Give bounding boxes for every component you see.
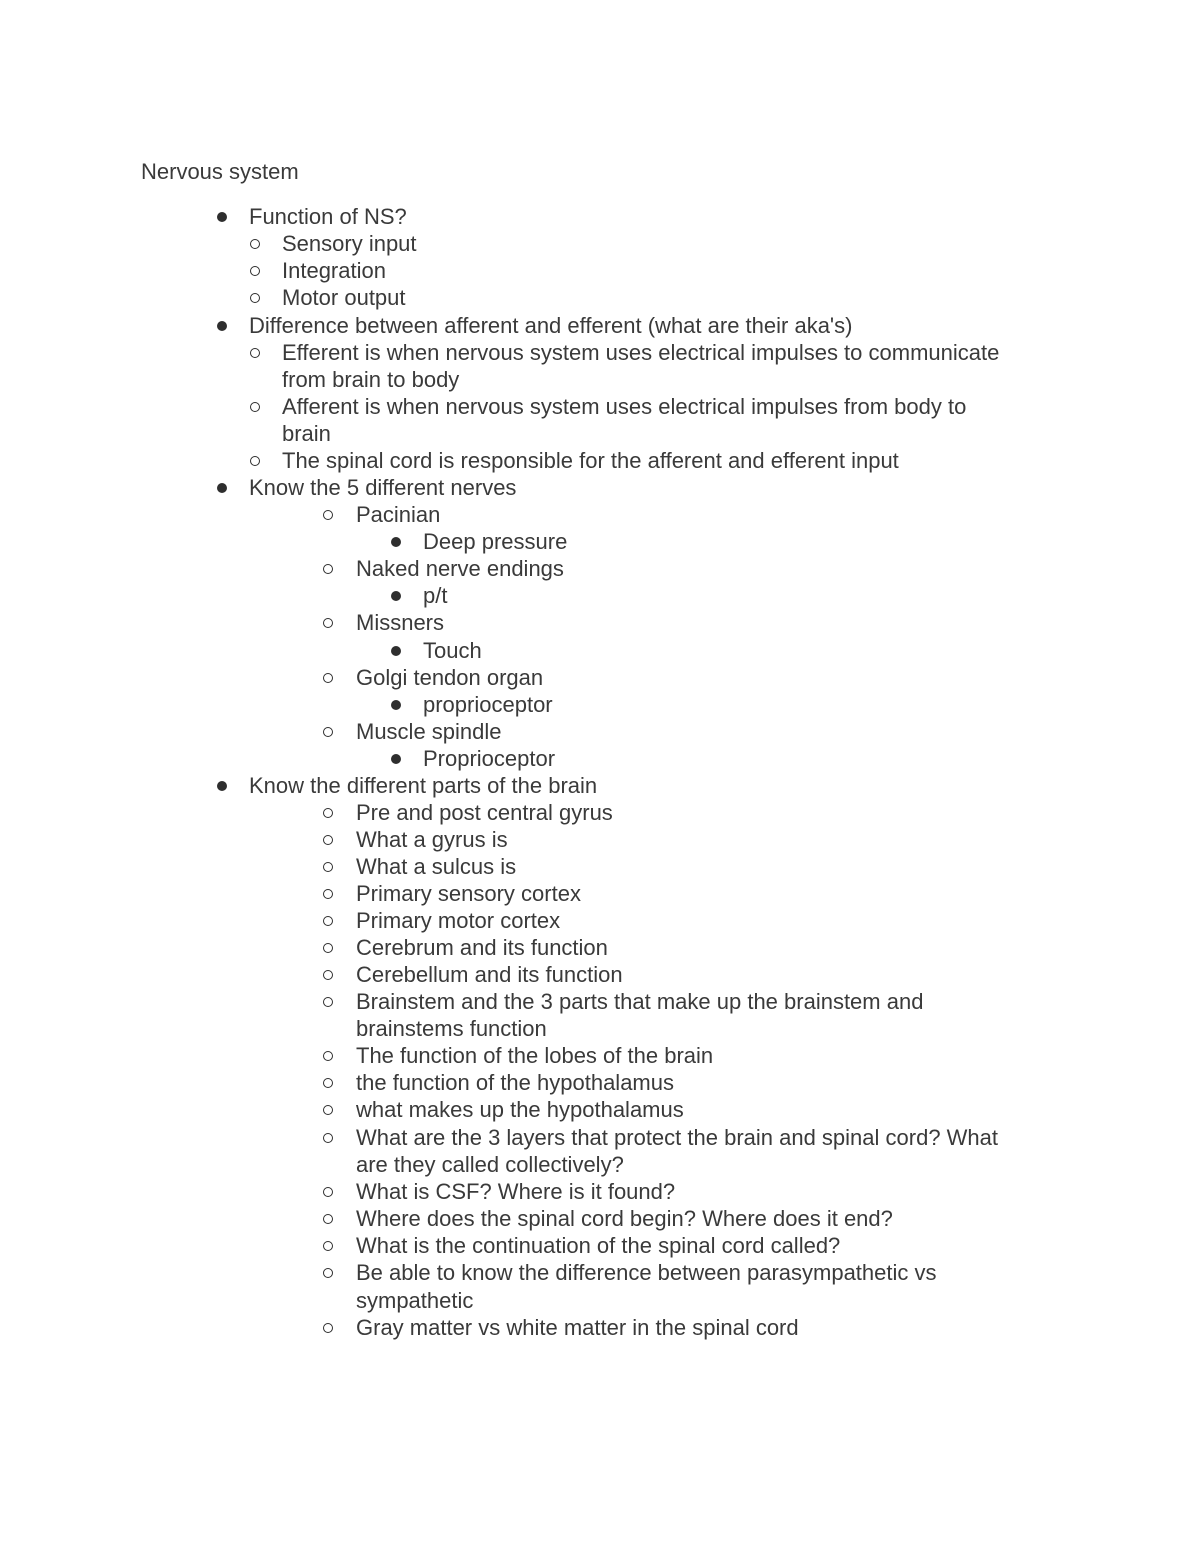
list-item: Efferent is when nervous system uses electrical impulses to communicate: [282, 340, 1000, 365]
list-item: sympathetic: [356, 1288, 474, 1313]
document-title: Nervous system: [141, 159, 299, 184]
bullet-circle-icon: [323, 916, 333, 926]
bullet-circle-icon: [323, 510, 333, 520]
bullet-circle-icon: [323, 808, 333, 818]
list-item: what makes up the hypothalamus: [356, 1097, 684, 1122]
bullet-circle-icon: [323, 1105, 333, 1115]
list-item: Function of NS?: [249, 204, 407, 229]
bullet-circle-icon: [250, 293, 260, 303]
bullet-disc-icon: [217, 781, 227, 791]
list-item: Primary sensory cortex: [356, 881, 581, 906]
list-item: Brainstem and the 3 parts that make up the brainstem and: [356, 989, 924, 1014]
bullet-circle-icon: [323, 1241, 333, 1251]
list-item: Touch: [423, 638, 482, 663]
list-item: Pacinian: [356, 502, 441, 527]
list-item: Sensory input: [282, 231, 417, 256]
list-item: Muscle spindle: [356, 719, 502, 744]
list-item: What a sulcus is: [356, 854, 517, 879]
list-item: Be able to know the difference between parasympathetic vs: [356, 1260, 937, 1285]
bullet-circle-icon: [323, 727, 333, 737]
list-item: Gray matter vs white matter in the spinal cord: [356, 1315, 799, 1340]
bullet-circle-icon: [323, 618, 333, 628]
bullet-circle-icon: [323, 1323, 333, 1333]
bullet-circle-icon: [323, 1187, 333, 1197]
bullet-circle-icon: [323, 862, 333, 872]
list-item: The spinal cord is responsible for the afferent and efferent input: [282, 448, 899, 473]
list-item: What is CSF? Where is it found?: [356, 1179, 676, 1204]
bullet-circle-icon: [323, 1051, 333, 1061]
bullet-disc-icon: [391, 591, 401, 601]
list-item: What are the 3 layers that protect the brain and spinal cord? What: [356, 1125, 999, 1150]
list-item: p/t: [423, 583, 448, 608]
list-item: Golgi tendon organ: [356, 665, 544, 690]
bullet-circle-icon: [250, 239, 260, 249]
bullet-circle-icon: [323, 1078, 333, 1088]
list-item: Cerebrum and its function: [356, 935, 608, 960]
bullet-circle-icon: [323, 970, 333, 980]
list-item: from brain to body: [282, 367, 460, 392]
bullet-circle-icon: [323, 564, 333, 574]
list-item: Motor output: [282, 285, 406, 310]
list-item: the function of the hypothalamus: [356, 1070, 674, 1095]
list-item: Afferent is when nervous system uses electrical impulses from body to: [282, 394, 967, 419]
bullet-disc-icon: [217, 212, 227, 222]
list-item: Where does the spinal cord begin? Where does it end?: [356, 1206, 893, 1231]
bullet-circle-icon: [323, 997, 333, 1007]
bullet-disc-icon: [391, 754, 401, 764]
list-item: Deep pressure: [423, 529, 568, 554]
bullet-circle-icon: [250, 348, 260, 358]
bullet-circle-icon: [250, 266, 260, 276]
list-item: Difference between afferent and efferent (what are their aka's): [249, 313, 853, 338]
bullet-circle-icon: [323, 1214, 333, 1224]
list-item: What a gyrus is: [356, 827, 508, 852]
list-item: proprioceptor: [423, 692, 553, 717]
list-item: Cerebellum and its function: [356, 962, 623, 987]
bullet-disc-icon: [217, 483, 227, 493]
list-item: Know the different parts of the brain: [249, 773, 598, 798]
list-item: The function of the lobes of the brain: [356, 1043, 714, 1068]
bullet-disc-icon: [391, 700, 401, 710]
list-item: Integration: [282, 258, 386, 283]
bullet-circle-icon: [323, 943, 333, 953]
bullet-circle-icon: [250, 456, 260, 466]
bullet-circle-icon: [250, 402, 260, 412]
list-item: Naked nerve endings: [356, 556, 564, 581]
list-item: Know the 5 different nerves: [249, 475, 517, 500]
bullet-circle-icon: [323, 889, 333, 899]
list-item: Missners: [356, 610, 445, 635]
list-item: Proprioceptor: [423, 746, 556, 771]
bullet-disc-icon: [391, 646, 401, 656]
bullet-circle-icon: [323, 1133, 333, 1143]
list-item: brainstems function: [356, 1016, 547, 1041]
bullet-circle-icon: [323, 673, 333, 683]
list-item: Pre and post central gyrus: [356, 800, 613, 825]
list-item: What is the continuation of the spinal cord called?: [356, 1233, 841, 1258]
bullet-disc-icon: [217, 321, 227, 331]
list-item: brain: [282, 421, 331, 446]
list-item: Primary motor cortex: [356, 908, 561, 933]
list-item: are they called collectively?: [356, 1152, 624, 1177]
bullet-disc-icon: [391, 537, 401, 547]
bullet-circle-icon: [323, 1268, 333, 1278]
bullet-circle-icon: [323, 835, 333, 845]
